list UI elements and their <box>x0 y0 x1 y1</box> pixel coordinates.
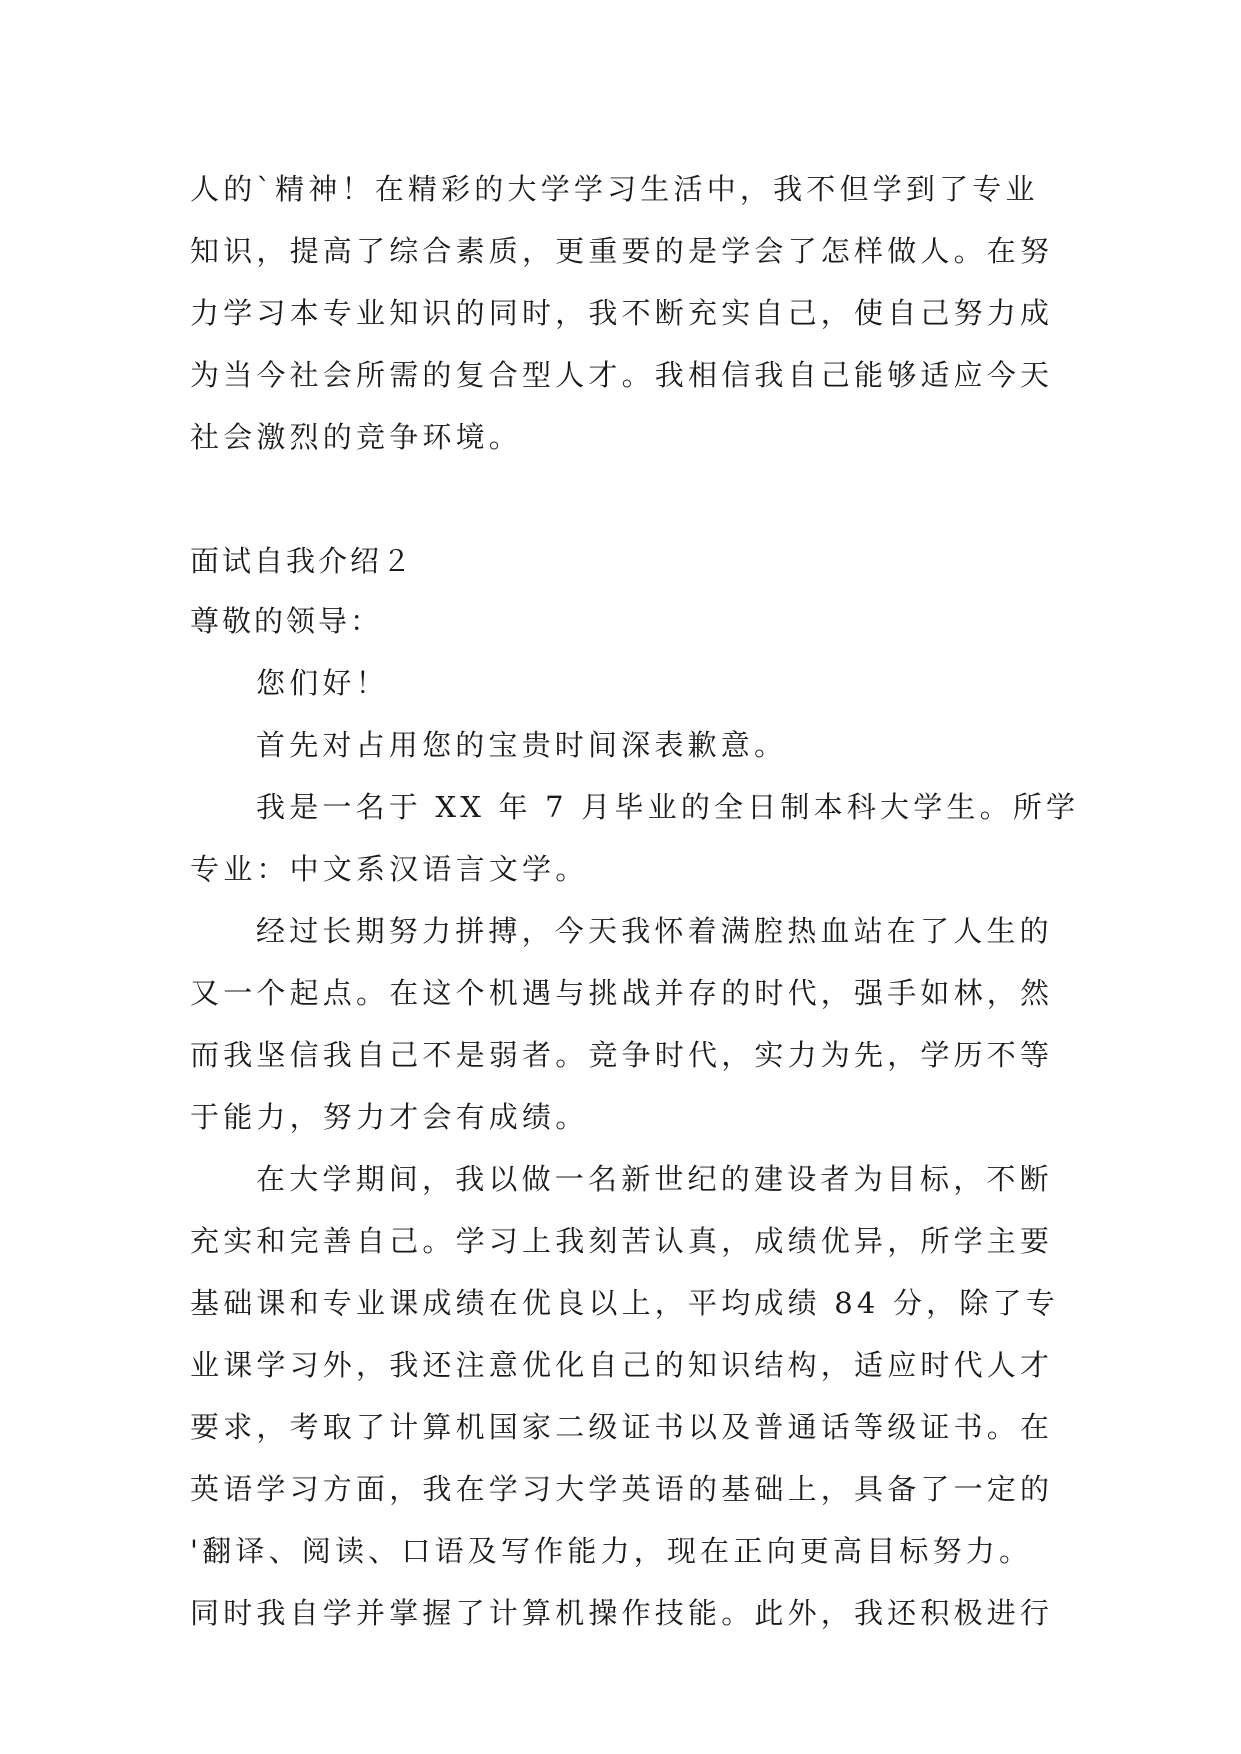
greeting: 您们好！ <box>256 666 389 700</box>
document-body <box>190 158 1080 1644</box>
text-line: 人的`精神！在精彩的大学学习生活中，我不但学到了专业 <box>190 172 1039 206</box>
intro-continuation-paragraph <box>190 158 1060 468</box>
text-line: 又一个起点。在这个机遇与挑战并存的时代，强手如林，然 <box>190 976 1054 1010</box>
text-line: 社会激烈的竞争环境。 <box>190 420 523 454</box>
section-spacer <box>190 468 1060 532</box>
text-line: 英语学习方面，我在学习大学英语的基础上，具备了一定的 <box>190 1472 1054 1506</box>
paragraph-new-start <box>190 900 1060 1148</box>
text-line: 经过长期努力拼搏，今天我怀着满腔热血站在了人生的 <box>256 914 1053 948</box>
text-line: 知识，提高了综合素质，更重要的是学会了怎样做人。在努 <box>190 234 1054 268</box>
apology-line: 首先对占用您的宝贵时间深表歉意。 <box>256 728 788 762</box>
text-line: '翻译、阅读、口语及写作能力，现在正向更高目标努力。 <box>190 1534 1033 1568</box>
salutation: 尊敬的领导： <box>190 604 383 638</box>
text-line: 在大学期间，我以做一名新世纪的建设者为目标，不断 <box>256 1162 1053 1196</box>
text-line: 要求，考取了计算机国家二级证书以及普通话等级证书。在 <box>190 1410 1054 1444</box>
text-line: 专业：中文系汉语言文学。 <box>190 852 589 886</box>
text-line: 同时我自学并掌握了计算机操作技能。此外，我还积极进行 <box>190 1596 1054 1630</box>
section-title: 面试自我介绍２ <box>190 544 415 578</box>
text-line: 基础课和专业课成绩在优良以上，平均成绩 84 分，除了专 <box>190 1286 1059 1320</box>
text-line: 力学习本专业知识的同时，我不断充实自己，使自己努力成 <box>190 296 1054 330</box>
text-line: 充实和完善自己。学习上我刻苦认真，成绩优异，所学主要 <box>190 1224 1054 1258</box>
text-line: 业课学习外，我还注意优化自己的知识结构，适应时代人才 <box>190 1348 1054 1382</box>
text-line: 我是一名于 XX 年 7 月毕业的全日制本科大学生。所学 <box>256 790 1080 824</box>
text-line: 而我坚信我自己不是弱者。竞争时代，实力为先，学历不等 <box>190 1038 1054 1072</box>
paragraph-graduation <box>190 776 1080 900</box>
paragraph-university <box>190 1148 1060 1644</box>
text-line: 为当今社会所需的复合型人才。我相信我自己能够适应今天 <box>190 358 1054 392</box>
text-line: 于能力，努力才会有成绩。 <box>190 1100 589 1134</box>
